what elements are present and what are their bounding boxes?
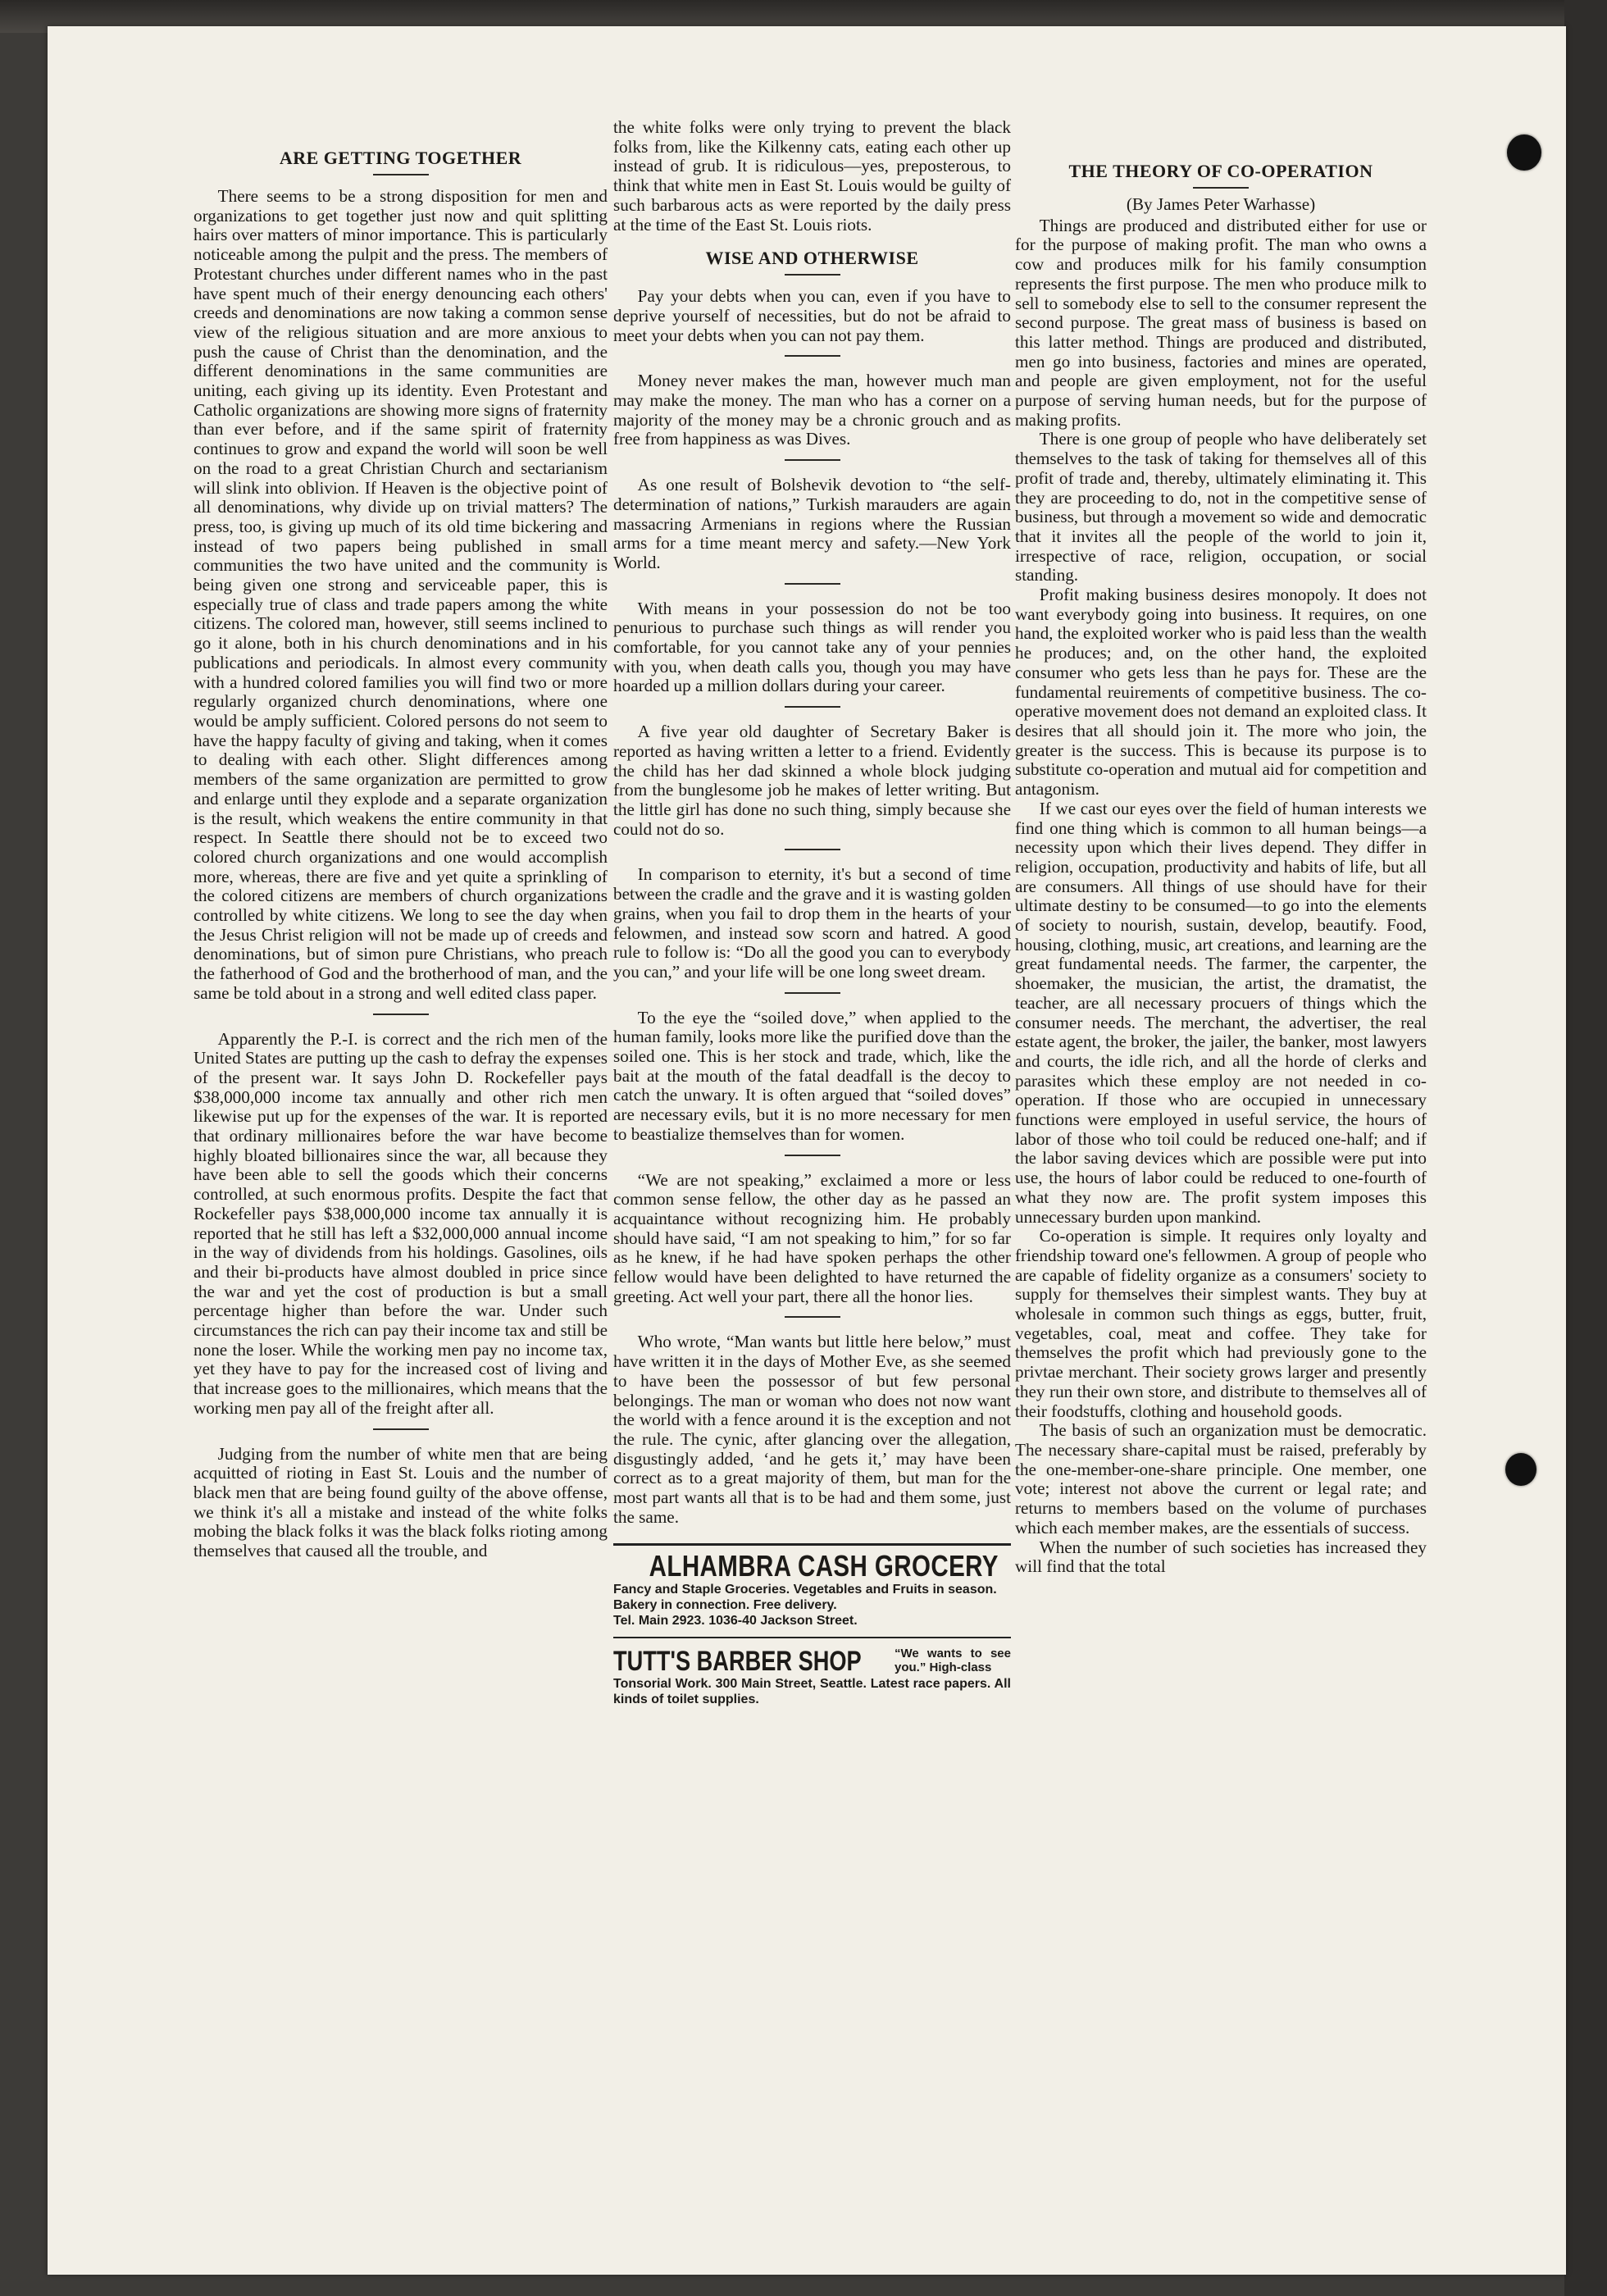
ad-divider	[613, 1637, 1011, 1638]
article-paragraph: When the number of such societies has increased they will find that the total	[1015, 1537, 1427, 1577]
divider-rule	[785, 583, 840, 585]
headline-are-getting-together: ARE GETTING TOGETHER	[279, 148, 522, 168]
article-paragraph: Profit making business desires monopoly. It does not want everybody going into business. It requires, on one hand, the exploited worker who is paid less than the wealth he produces; and, on the other hand, the exploited consumer who gets less than he pays for. These are the fundamental reuirements of competitive business. The co-operative movement does not demand an exploited class. It desires that all should join it. The more who join, the greater is the success. This is because its purpose is to substitute co-operation and mutual aid for competition and antagonism.	[1015, 585, 1427, 800]
divider-rule	[373, 1014, 429, 1015]
divider-rule	[785, 1155, 840, 1156]
divider-rule	[785, 1316, 840, 1318]
article-paragraph: With means in your possession do not be too penurious to purchase such things as will render you comfortable, for you cannot take any of your pennies with you, when death calls you, though you may have hoarded up a million dollars during your career.	[613, 598, 1011, 696]
divider-rule	[785, 992, 840, 994]
ad-tagline: “We wants to see you.” High-class	[895, 1647, 1011, 1675]
article-paragraph: Apparently the P.-I. is correct and the rich men of the United States are putting up the cash to defray the expenses of the present war. It says John D. Rockefeller pays $38,000,000 income tax annually and other rich men likewise put up for the expenses of the war. It is reported that ordinary millionaires before the war have become highly bloated billionaires since the war, all because they have been able to sell the goods which their concerns controlled, at such enormous profits. Despite the fact that Rockefeller pays $38,000,000 income tax annually it is reported that he still has left a $32,000,000 annual income in the way of dividends from his holdings. Gasolines, oils and their bi-products have almost doubled in price since the war and yet the cost of production is but a small percentage higher than before the war. Under such circumstances the rich can pay their income tax and still be none the loser. While the working men pay no income tax, yet they have to pay for the increased cost of living and that increase goes to the millionaires, which means that the working men pay all of the freight after all.	[193, 1028, 608, 1418]
article-continuation: the white folks were only trying to prevent the black folks from, like the Kilkenny cats, eating each other up instead of grub. It is ridiculous—yes, preposterous, to think that white men in East St. Louis would be guilty of such barbarous acts as were reported by the daily press at the time of the East St. Louis riots.	[613, 117, 1011, 235]
article-paragraph: If we cast our eyes over the field of human interests we find one thing which is common to all human beings—a necessity upon which their lives depend. They differ in religion, occupation, productivity and habits of life, but all are consumers. All things of use should have for their ultimate destiny to be consumed—to go into the elements of society to nourish, sustain, develop, beautify. Food, housing, clothing, music, art creations, and learning are the great fundamental needs. The farmer, the carpenter, the shoemaker, the musician, the artist, the dramatist, the teacher, are all necessary procuers of things which the consumer needs. The merchant, the advertiser, the real estate agent, the broker, the jailer, the banker, most lawyers and courts, the idle rich, and all the horde of clerks and parasites which these employ are not needed in co-operation. If those who are occupied in unnecessary functions were employed in useful service, the hours of labor of those who toil could be reduced one-half; and if the labor saving devices which are possible were put into use, the hours of labor could be reduced to one-fourth of what they now are. The profit system imposes this unnecessary burden upon mankind.	[1015, 798, 1427, 1227]
punch-hole-top	[1507, 134, 1541, 171]
article-paragraph: There seems to be a strong disposition for men and organizations to get together just now and quit splitting hairs over matters of minor importance. This is particularly noticeable among the pulpit and the press. The members of Protestant churches under different names who in the past have spent much of their energy denouncing each others' creeds and denominations are now taking a common sense view of the religious situation and are more anxious to push the cause of Christ than the denomination, and the different denominations in the same communities are uniting, each giving up its identity. Even Protestant and Catholic organizations are showing more signs of fraternity than ever before, and if the same spirit of fraternity continues to grow and expand the world will soon be well on the road to a great Christian Church and sectarianism will slink into oblivion. If Heaven is the objective point of all denominations, why divide up on trivial matters? The press, too, is giving up much of its old time bickering and instead of two papers being published in small communities the two have united and the community is being given one strong and serviceable paper, this is especially true of class and trade papers among the white citizens. The colored man, however, still seems inclined to go it alone, both in his church denominations and in his publications and periodicals. In almost every community with a hundred colored families you will find two or more regularly organized church denominations, where one would be amply sufficient. Colored persons do not seem to have the happy faculty of giving and taking, when it comes to dealing with each other. Slight differences among members of the same organization are permitted to grow and enlarge until they explode and a separate organization is the result, which weakens the entire community in that respect. In Seattle there should not be to exceed two colored church organizations and one would accomplish more, whereas, there are five and yet quite a sprinkling of the colored citizens are members of church organizations controlled by white citizens. We long to see the day when the Jesus Christ religion will not be made up of creeds and denominations, but of simon pure Christians, who preach the fatherhood of God and the brotherhood of man, and the same be told about in a strong and well edited class paper.	[193, 186, 608, 1003]
divider-rule	[785, 849, 840, 850]
article-paragraph: A five year old daughter of Secretary Baker is reported as having written a letter to a friend. Evidently the child has her dad skinned a whole block judging from the bunglesome job he makes of letter writing. But the little girl has done no such thing, simply because she could not do so.	[613, 722, 1011, 839]
ad-title: ALHAMBRA CASH GROCERY	[649, 1549, 999, 1583]
ad-details: Tonsorial Work. 300 Main Street, Seattle. Latest race papers. All kinds of toilet supplies.	[613, 1677, 1011, 1707]
article-paragraph: Pay your debts when you can, even if you have to deprive yourself of necessities, but do not be afraid to meet your debts when you can not pay them.	[613, 286, 1011, 345]
ad-contact: Tel. Main 2923. 1036-40 Jackson Street.	[613, 1614, 858, 1629]
divider-rule	[373, 174, 429, 175]
article-paragraph: The basis of such an organization must be democratic. The necessary share-capital must be raised, preferably by the one-member-one-share principle. One member, one vote; interest not above the current or legal rate; and returns to members based on the volume of purchases which each member makes, are the essentials of success.	[1015, 1420, 1427, 1538]
article-paragraph: Things are produced and distributed either for use or for the purpose of making profit. The man who owns a cow and produces milk for his family consumption represents the first purpose. The men who produce milk to sell to somebody else to sell to the consumer represent the second purpose. The great mass of business is based on this latter method. Things are produced and distributed, men go into business, factories and mines are operated, and people are given employment, not for the useful purpose of serving human needs, but for the purpose of making profits.	[1015, 215, 1427, 430]
newspaper-page	[48, 26, 1566, 2275]
article-paragraph: To the eye the “soiled dove,” when applied to the human family, looks more like the purified dove than the soiled one. This is her stock and trade, which, like the bait at the mouth of the fatal deadfall is the decoy to catch the unwary. It is often argued that “soiled doves” are necessary evils, but it is no more necessary for men to beastialize themselves than for women.	[613, 1007, 1011, 1144]
column-2	[613, 118, 1011, 1707]
article-paragraph: “We are not speaking,” exclaimed a more or less common sense fellow, the other day as he passed an acquaintance without recognizing him. He probably should have said, “I am not speaking to him,” for so far as he knew, if he had have spoken perhaps the other fellow would have been delighted to have returned the greeting. Act well your part, there all the honor lies.	[613, 1169, 1011, 1306]
advertisement-alhambra-cash-grocery	[613, 1543, 1011, 1707]
article-paragraph: Money never makes the man, however much man may make the money. The man who has a corner on a majority of the money may be a chronic grouch and as free from happiness as was Dives.	[613, 371, 1011, 449]
divider-rule	[785, 706, 840, 708]
divider-rule	[785, 355, 840, 357]
headline-theory-of-co-operation: THE THEORY OF CO-OPERATION	[1068, 161, 1373, 181]
ad-details: Fancy and Staple Groceries. Vegetables and Fruits in season. Bakery in connection. Free delivery.	[613, 1583, 997, 1613]
ad-title: TUTT'S BARBER SHOP	[613, 1646, 862, 1678]
article-paragraph: As one result of Bolshevik devotion to “the self-determination of nations,” Turkish marauders are again massacring Armenians in regions where the Russian arms for a time meant mercy and safety.—New York World.	[613, 475, 1011, 572]
headline-wise-and-otherwise: WISE AND OTHERWISE	[705, 248, 919, 269]
punch-hole-bottom	[1505, 1453, 1536, 1486]
article-paragraph: Judging from the number of white men that are being acquitted of rioting in East St. Louis and the number of black men that are being found guilty of the above offense, we think it's all a mistake and instead of the white folks mobing the black folks it was the black folks rioting among themselves that caused all the trouble, and	[193, 1443, 608, 1561]
column-3	[1015, 161, 1427, 1577]
divider-rule	[785, 274, 840, 276]
divider-rule	[373, 1428, 429, 1430]
divider-rule	[1193, 187, 1249, 189]
scan-right-edge	[1564, 0, 1607, 2296]
byline: (By James Peter Warhasse)	[1126, 194, 1316, 214]
article-paragraph: There is one group of people who have deliberately set themselves to the task of taking for themselves all of this profit of trade and, thereby, ultimately eliminating it. This they are proceeding to do, not in the competitive sense of business, but through a movement so wide and democratic that it invites all the people of the world to join it, irrespective of race, religion, occupation, or social standing.	[1015, 429, 1427, 585]
article-paragraph: Who wrote, “Man wants but little here below,” must have written it in the days of Mother Eve, as she seemed to have been the possessor of but few personal belongings. The man or woman who does not now want the world with a fence around it is the exception and not the rule. The cynic, after glancing over the allegation, disgustingly added, ‘and he gets it,’ may have been correct as to a great majority of them, but man for the most part wants all that is to be had and them some, just the same.	[613, 1332, 1011, 1527]
divider-rule	[785, 459, 840, 461]
article-paragraph: In comparison to eternity, it's but a second of time between the cradle and the grave and it is wasting golden grains, when you fail to drop them in the hearts of your felowmen, and instead sow scorn and hatred. A good rule to follow is: “Do all the good you can to everybody you can,” and your life will be one long sweet dream.	[613, 864, 1011, 982]
article-paragraph: Co-operation is simple. It requires only loyalty and friendship toward one's fellowmen. A group of people who are capable of fidelity organize as a consumers' society to supply for themselves their simplest wants. They buy at wholesale in common such things as eggs, butter, fruit, vegetables, coal, meat and coffee. They take for themselves the profit which had previously gone to the privtae merchant. Their society grows larger and presently they run their own store, and distribute to themselves all of their foodstuffs, clothing and household goods.	[1015, 1226, 1427, 1421]
advertisement-tutts-barber-shop	[613, 1647, 1011, 1707]
column-1	[193, 148, 608, 1561]
